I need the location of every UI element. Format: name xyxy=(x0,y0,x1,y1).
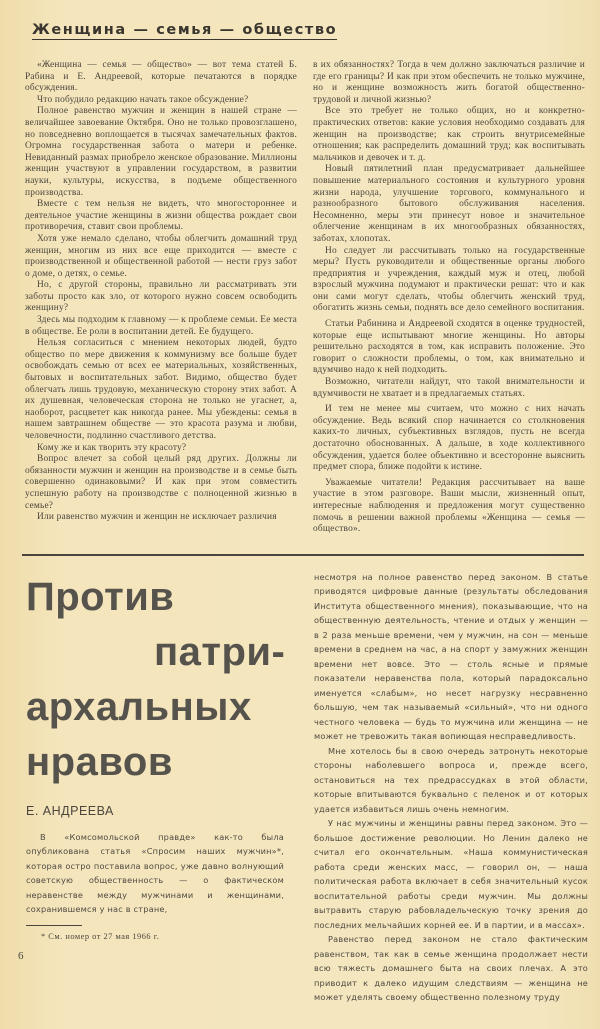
paragraph: Или равенство мужчин и женщин не исключает различия xyxy=(37,512,277,523)
paragraph: несмотря на полное равенство перед законом. В статье приводятся цифровые данные (результаты обследования Института общественного мнения), показывающие, что на общественную деятельность, чтение и отдых у женщин — в 2 раза меньше времени, чем у мужчин, на сон — меньше времени в среднем на час, а на спорт у замужних женщин времени нет вовсе. Это — столь ясные и прямые показатели неравенства пола, который парадоксально именуется «слабым», но несет нагрузку несравненно большую, чем так называемый «сильный», что ни одного честного человека — будь то мужчина или женщина — не может не тревожить такая вопиющая несправедливость. xyxy=(314,571,588,742)
paragraph: Вместе с тем нельзя не видеть, что многостороннее и деятельное участие женщины в жизни общества рождает свои противоречия, ставит свои проблемы. xyxy=(25,199,297,233)
paragraph: Здесь мы подходим к главному — к проблеме семьи. Ее места в обществе. Ее роли в воспитании детей. Ее будущего. xyxy=(25,315,297,337)
paragraph: И тем не менее мы считаем, что можно с них начать обсуждение. Ведь всякий спор начинается со столкновения каких-то личных, субъективных взглядов, пусть не всегда достаточно обоснованных. А дальше, в ходе коллективного обсуждения, удается более объективно и всесторонне выяснить предмет спора, ближе подойти к истине. xyxy=(313,404,585,473)
paragraph: Кому же и как творить эту красоту? xyxy=(37,442,187,453)
editorial-left-column xyxy=(25,60,297,536)
article-author: Е. АНДРЕЕВА xyxy=(26,803,114,818)
paragraph: «Женщина — семья — общество» — вот тема статей Б. Рабина и Е. Андреевой, которые печатаются в порядке обсуждения. xyxy=(25,60,297,94)
footnote: * См. номер от 27 мая 1966 г. xyxy=(41,931,160,941)
paragraph: У нас мужчины и женщины равны перед законом. Это — большое достижение революции. Но Ленин далеко не считал его окончательным. «Наша коммунистическая работа среди женских масс, — говорил он, — наша политическая работа включает в себя значительный кусок воспитательной работы среди мужчин. Мы должны вытравить старую рабовладельческую точку зрения до последних мельчайших корней ее. И в партии, и в массах». xyxy=(314,818,588,930)
paragraph: Все это требует не только общих, но и конкретно-практических ответов: какие условия необходимо создавать для женщин на производстве; как строить внутрисемейные отношения; как распределить домашний труд; как воспитывать мальчиков и девочек и т. д. xyxy=(313,106,585,163)
article-section xyxy=(18,570,588,1005)
paragraph: Новый пятилетний план предусматривает дальнейшее повышение материального состояния и культурного уровня жизни народа, улучшение торгового, коммунального и разнообразного бытового обслуживания населения. Несомненно, меры эти принесут новое и значительное облегчение женщинам в их многообразных обязанностях, заботах, хлопотах. xyxy=(313,164,585,244)
paragraph: Мне хотелось бы в свою очередь затронуть некоторые стороны наболевшего вопроса и, прежде всего, остановиться на тех предрассудках в этой области, которые впитываются буквально с пеленок и от которых удается избавиться лишь очень немногим. xyxy=(314,745,588,814)
article-title xyxy=(26,570,284,790)
article-left-area xyxy=(18,570,286,1005)
article-right-column xyxy=(314,570,588,1005)
paragraph: Вопрос влечет за собой целый ряд других. Должны ли обязанности мужчин и женщин на производстве и в семье быть совершенно одинаковыми? И как при этом совместить успешную работу на производстве с полноценной жизнью в семье? xyxy=(25,454,297,511)
paragraph: Хотя уже немало сделано, чтобы облегчить домашний труд женщин, многим из них все еще приходится — вместе с производственной и общественной работой — нести груз забот о доме, о детях, о семье. xyxy=(25,233,297,279)
paragraph: в их обязанностях? Тогда в чем должно заключаться различие и где его границы? И как при этом обеспечить не только мужчине, но и женщине возможность жить богатой общественно-трудовой и личной жизнью? xyxy=(313,60,585,105)
paragraph: Равенство перед законом не стало фактическим равенством, так как в семье женщина продолжает нести всю тяжесть домашнего быта на своих плечах. А это приводит к далеко идущим следствиям — женщина не может уделять своему общественно полезному труду xyxy=(314,934,588,1003)
paragraph: Нельзя согласиться с мнением некоторых людей, будто общество по мере движения к коммунизму все больше будет освобождать семью от всех ее материальных, хозяйственных, бытовых и воспитательных забот. Видимо, общество будет облегчать лишь трудовую, механическую сторону этих забот. А их душевная, человеческая сторона не только не угаснет, а, наоборот, расцветет как никогда ранее. Мы убеждены: семья в нашем завтрашнем обществе — это красота разума и любви, человечности, подлинно счастливого детства. xyxy=(25,338,297,441)
article-title-line: патри- xyxy=(154,629,286,674)
paragraph: Возможно, читатели найдут, что такой внимательности и вдумчивости не хватает и в предлагаемых статьях. xyxy=(313,377,585,399)
paragraph: Но, с другой стороны, правильно ли рассматривать эти заботы просто как зло, от которого нужно совсем освободить женщину? xyxy=(25,280,297,314)
paragraph: Уважаемые читатели! Редакция рассчитывает на ваше участие в этом разговоре. Ваши мысли, жизненный опыт, интересные наблюдения и предложения могут существенно помочь в решении важной проблемы «Женщина — семья — общество». xyxy=(313,477,585,535)
rubric-heading: Женщина — семья — общество xyxy=(32,22,338,38)
article-title-line: нравов xyxy=(26,739,173,784)
editorial-section xyxy=(25,60,584,536)
paragraph: Статьи Рабинина и Андреевой сходятся в оценке трудностей, которые еще испытывают многие женщины. Но авторы решительно расходятся в том, как исправить положение. Это говорит о сложности проблемы, о том, как внимательно и вдумчиво надо к ней подходить. xyxy=(313,319,585,376)
article-title-line: архальных xyxy=(26,684,252,729)
paragraph: В «Комсомольской правде» как-то была опубликована статья «Спросим наших мужчин»*, которая остро поставила вопрос, уже давно волнующий советскую общественность — о фактическом неравенстве между мужчинами и женщинами, сохранившемся у нас в стране, xyxy=(26,831,284,915)
paragraph: Что побудило редакцию начать такое обсуждение? xyxy=(37,94,249,105)
footnote-rule xyxy=(26,925,82,926)
article-title-line: Против xyxy=(26,574,175,619)
paragraph: Полное равенство мужчин и женщин в нашей стране — величайшее завоевание Октября. Оно не только провозглашено, но повседневно воплощается в тысячах замечательных фактов. Огромна государственная забота о матери и ребенке. Невиданный размах приобрело женское образование. Миллионы женщин участвуют в управлении государством, в развитии науки, культуры, искусства, в подъеме общественного производства. xyxy=(25,106,297,198)
article-left-column xyxy=(26,830,284,917)
section-divider xyxy=(22,554,584,556)
page-number: 6 xyxy=(18,949,24,962)
paragraph: Но следует ли рассчитывать только на государственные меры? Пусть руководители и общественные органы любого предприятия и учреждения, каждый муж и отец, любой взрослый мужчина подумают и практически решат: что и как они сами могут сделать, чтобы облегчить женский труд, обогатить жизнь семьи, поднять все дело семейного воспитания. xyxy=(313,245,585,314)
editorial-right-column xyxy=(313,60,585,536)
